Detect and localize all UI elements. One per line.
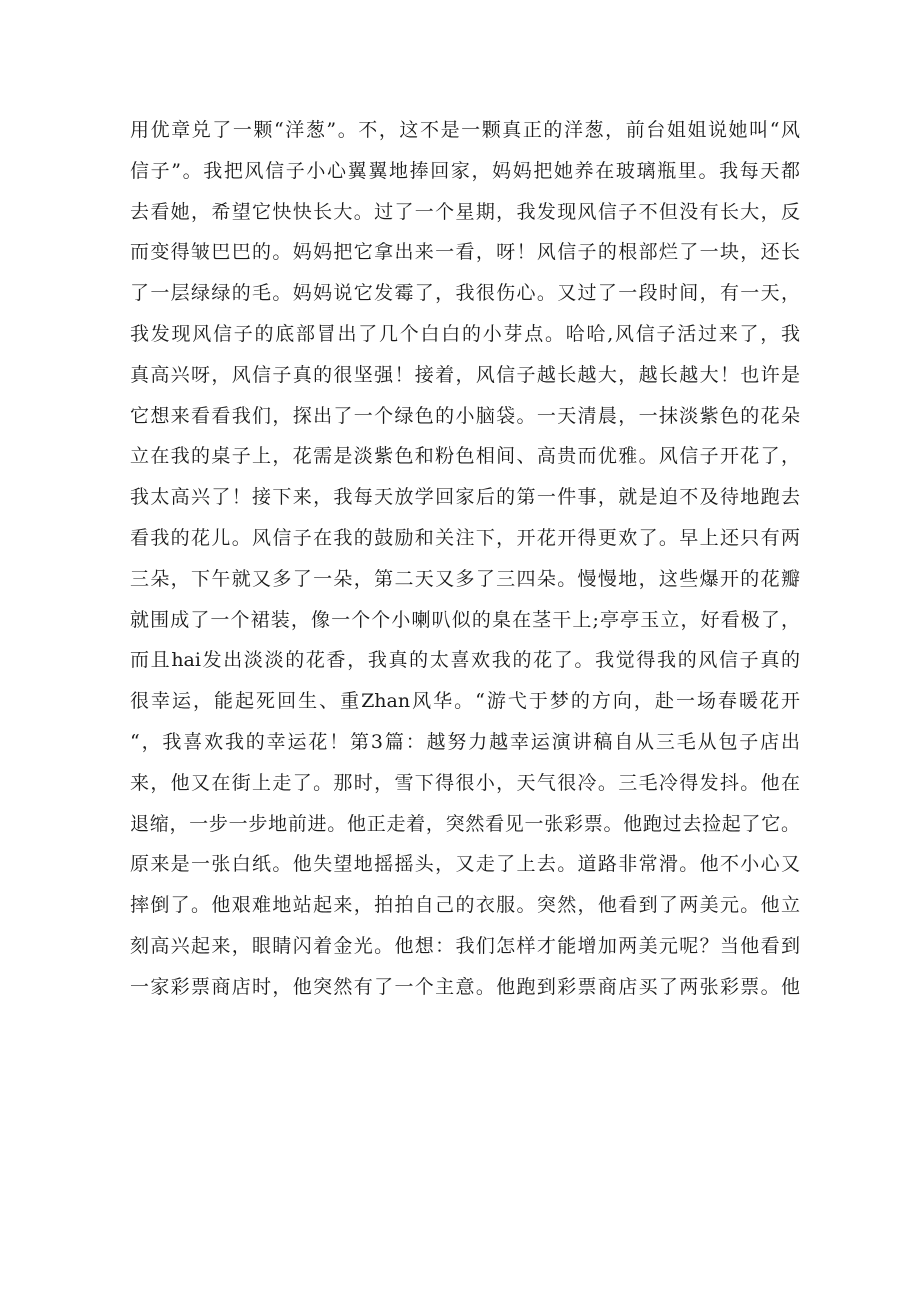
body-text	[130, 110, 800, 1008]
text-line: 三朵，下午就又多了一朵，第二天又多了三四朵。慢慢地，这些爆开的花瓣	[130, 567, 800, 590]
text-line: 它想来看看我们，探出了一个绿色的小脑袋。一天清晨，一抹淡紫色的花朵	[130, 404, 800, 427]
text-line: 用优章兑了一颗“洋葱”。不，这不是一颗真正的洋葱，前台姐姐说她叫“风	[130, 119, 800, 141]
text-line: 摔倒了。他艰难地站起来，拍拍自己的衣服。突然，他看到了两美元。他立	[130, 894, 800, 917]
text-line: 真高兴呀，风信子真的很坚强！接着，风信子越长越大，越长越大！也许是	[130, 363, 800, 386]
text-line: “，我喜欢我的幸运花！第3篇：越努力越幸运演讲稿自从三毛从包子店出	[130, 730, 800, 753]
text-line: 来，他又在街上走了。那时，雪下得很小，天气很冷。三毛冷得发抖。他在	[130, 771, 800, 794]
text-line: 而变得皱巴巴的。妈妈把它拿出来一看，呀！风信子的根部烂了一块，还长	[130, 241, 800, 264]
text-line: 立在我的桌子上，花需是淡紫色和粉色相间、高贵而优雅。风信子开花了，	[130, 445, 800, 468]
text-line: 了一层绿绿的毛。妈妈说它发霉了，我很伤心。又过了一段时间，有一天，	[130, 282, 800, 305]
text-line: 退缩，一步一步地前进。他正走着，突然看见一张彩票。他跑过去捡起了它。	[130, 812, 800, 835]
text-line: 一家彩票商店时，他突然有了一个主意。他跑到彩票商店买了两张彩票。他	[130, 975, 800, 998]
text-line: 很幸运，能起死回生、重Zhan风华。“游弋于梦的方向，赴一场春暖花开	[130, 690, 800, 713]
text-line: 原来是一张白纸。他失望地摇摇头，又走了上去。道路非常滑。他不小心又	[130, 853, 800, 876]
text-line: 我太高兴了！接下来，我每天放学回家后的第一件事，就是迫不及待地跑去	[130, 486, 800, 509]
text-line: 去看她，希望它快快长大。过了一个星期，我发现风信子不但没有长大，反	[130, 200, 800, 223]
text-line: 我发现风信子的底部冒出了几个白白的小芽点。哈哈,风信子活过来了，我	[130, 322, 800, 345]
text-line: 信子”。我把风信子小心翼翼地捧回家，妈妈把她养在玻璃瓶里。我每天都	[130, 159, 800, 182]
text-line: 就围成了一个裙装，像一个个小喇叭似的臬在茎干上;亭亭玉立，好看极了，	[130, 608, 800, 631]
text-line: 而且hai发出淡淡的花香，我真的太喜欢我的花了。我觉得我的风信子真的	[130, 649, 800, 672]
text-line: 刻高兴起来，眼睛闪着金光。他想：我们怎样才能增加两美元呢？当他看到	[130, 934, 800, 957]
text-line: 看我的花儿。风信子在我的鼓励和关注下，开花开得更欢了。早上还只有两	[130, 526, 800, 549]
